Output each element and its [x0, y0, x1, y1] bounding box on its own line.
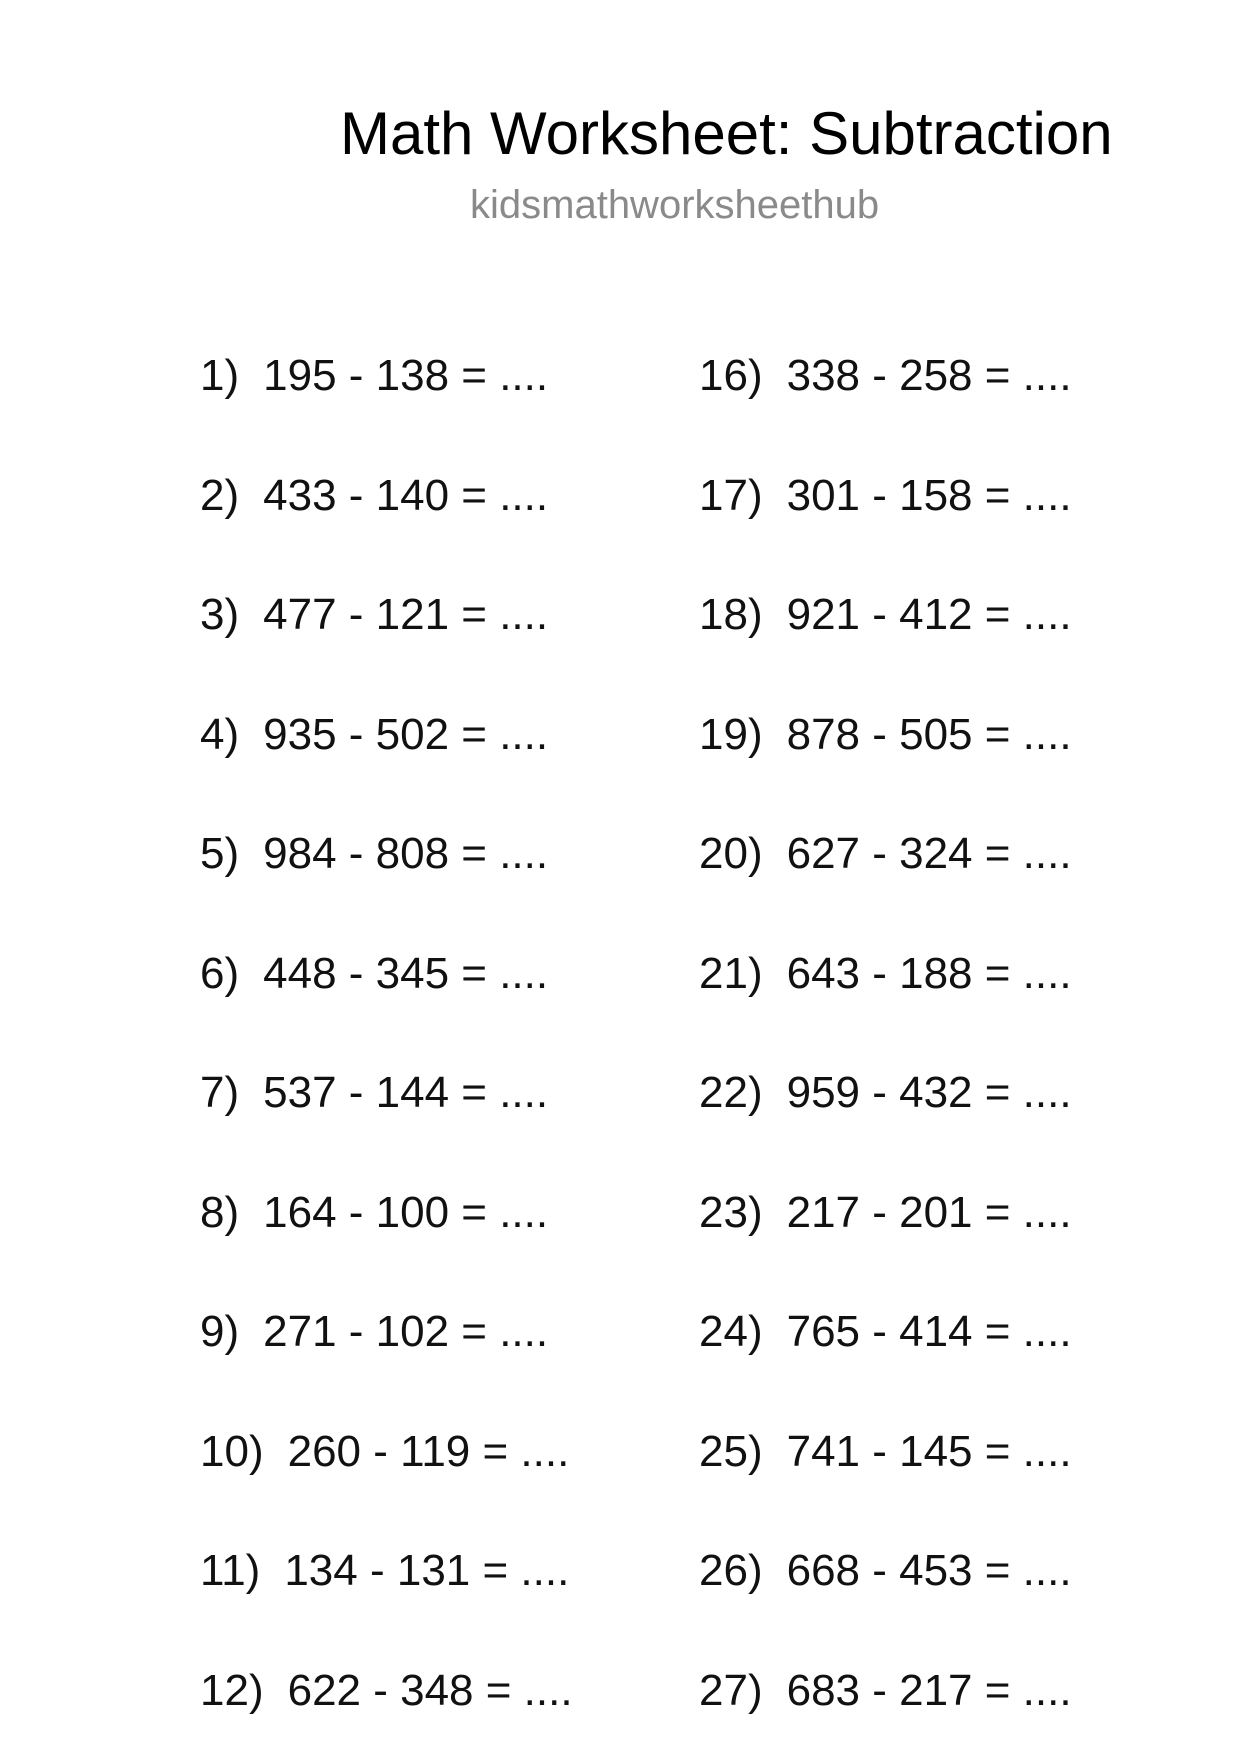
problem-expression: 448 - 345 = .... [263, 948, 549, 998]
problem-number: 17) [699, 470, 763, 520]
problem-number: 20) [699, 829, 763, 878]
problem-item [699, 1661, 1072, 1721]
problem-expression: 537 - 144 = .... [263, 1068, 549, 1117]
problem-number: 23) [699, 1187, 763, 1237]
problem-expression: 765 - 414 = .... [786, 1307, 1072, 1356]
problem-number: 27) [699, 1665, 763, 1715]
page-title: Math Worksheet: Subtraction [340, 100, 1113, 167]
problem-number: 4) [200, 709, 240, 759]
problem-number: 7) [200, 1068, 240, 1117]
problem-item [200, 1541, 569, 1601]
problem-number: 9) [200, 1307, 240, 1356]
problem-number: 19) [699, 709, 763, 759]
problem-item [699, 1063, 1072, 1123]
problem-number: 2) [200, 470, 240, 520]
problem-item [200, 1302, 548, 1362]
problem-item [200, 346, 548, 406]
problem-expression: 683 - 217 = .... [786, 1665, 1072, 1715]
problem-item [699, 1541, 1072, 1601]
problem-expression: 195 - 138 = .... [263, 351, 549, 400]
problem-item [200, 466, 548, 526]
problem-number: 24) [699, 1307, 763, 1356]
problem-expression: 643 - 188 = .... [786, 948, 1072, 998]
problem-expression: 935 - 502 = .... [263, 709, 549, 759]
problem-item [200, 1063, 548, 1123]
problem-expression: 271 - 102 = .... [263, 1307, 549, 1356]
problem-number: 21) [699, 948, 763, 998]
problem-item [699, 585, 1072, 645]
problem-item [200, 1422, 569, 1482]
problem-item [699, 1183, 1072, 1243]
problem-item [699, 346, 1072, 406]
problem-expression: 921 - 412 = .... [786, 590, 1072, 639]
problem-expression: 433 - 140 = .... [263, 470, 549, 520]
problem-item [200, 705, 548, 765]
problem-expression: 959 - 432 = .... [786, 1068, 1072, 1117]
problem-number: 16) [699, 351, 763, 400]
problem-expression: 878 - 505 = .... [786, 709, 1072, 759]
problem-item [699, 1302, 1072, 1362]
problem-number: 12) [200, 1665, 264, 1715]
problem-number: 6) [200, 948, 240, 998]
problem-item [699, 824, 1072, 884]
problem-number: 26) [699, 1546, 763, 1595]
problem-number: 8) [200, 1187, 240, 1237]
problem-expression: 622 - 348 = .... [287, 1665, 573, 1715]
problem-item [200, 824, 548, 884]
problem-item [200, 1661, 573, 1721]
problem-number: 1) [200, 351, 240, 400]
problem-item [699, 705, 1072, 765]
problem-number: 5) [200, 829, 240, 878]
problem-item [200, 1183, 548, 1243]
problem-number: 25) [699, 1426, 763, 1476]
problem-expression: 477 - 121 = .... [263, 590, 549, 639]
problem-number: 11) [200, 1546, 261, 1595]
problem-expression: 741 - 145 = .... [786, 1426, 1072, 1476]
problem-number: 18) [699, 590, 763, 639]
problem-item [200, 944, 548, 1004]
site-name: kidsmathworksheethub [470, 183, 880, 227]
problem-item [699, 944, 1072, 1004]
problem-item [699, 466, 1072, 526]
problem-expression: 164 - 100 = .... [263, 1187, 549, 1237]
problem-item [699, 1422, 1072, 1482]
problem-number: 22) [699, 1068, 763, 1117]
problem-expression: 134 - 131 = .... [284, 1546, 570, 1595]
problem-expression: 627 - 324 = .... [786, 829, 1072, 878]
problem-number: 3) [200, 590, 240, 639]
problem-expression: 260 - 119 = .... [287, 1426, 570, 1476]
problem-expression: 301 - 158 = .... [786, 470, 1072, 520]
problem-number: 10) [200, 1426, 264, 1476]
problem-item [200, 585, 548, 645]
problem-expression: 984 - 808 = .... [263, 829, 549, 878]
problem-expression: 338 - 258 = .... [786, 351, 1072, 400]
problem-expression: 217 - 201 = .... [786, 1187, 1072, 1237]
problem-expression: 668 - 453 = .... [786, 1546, 1072, 1595]
